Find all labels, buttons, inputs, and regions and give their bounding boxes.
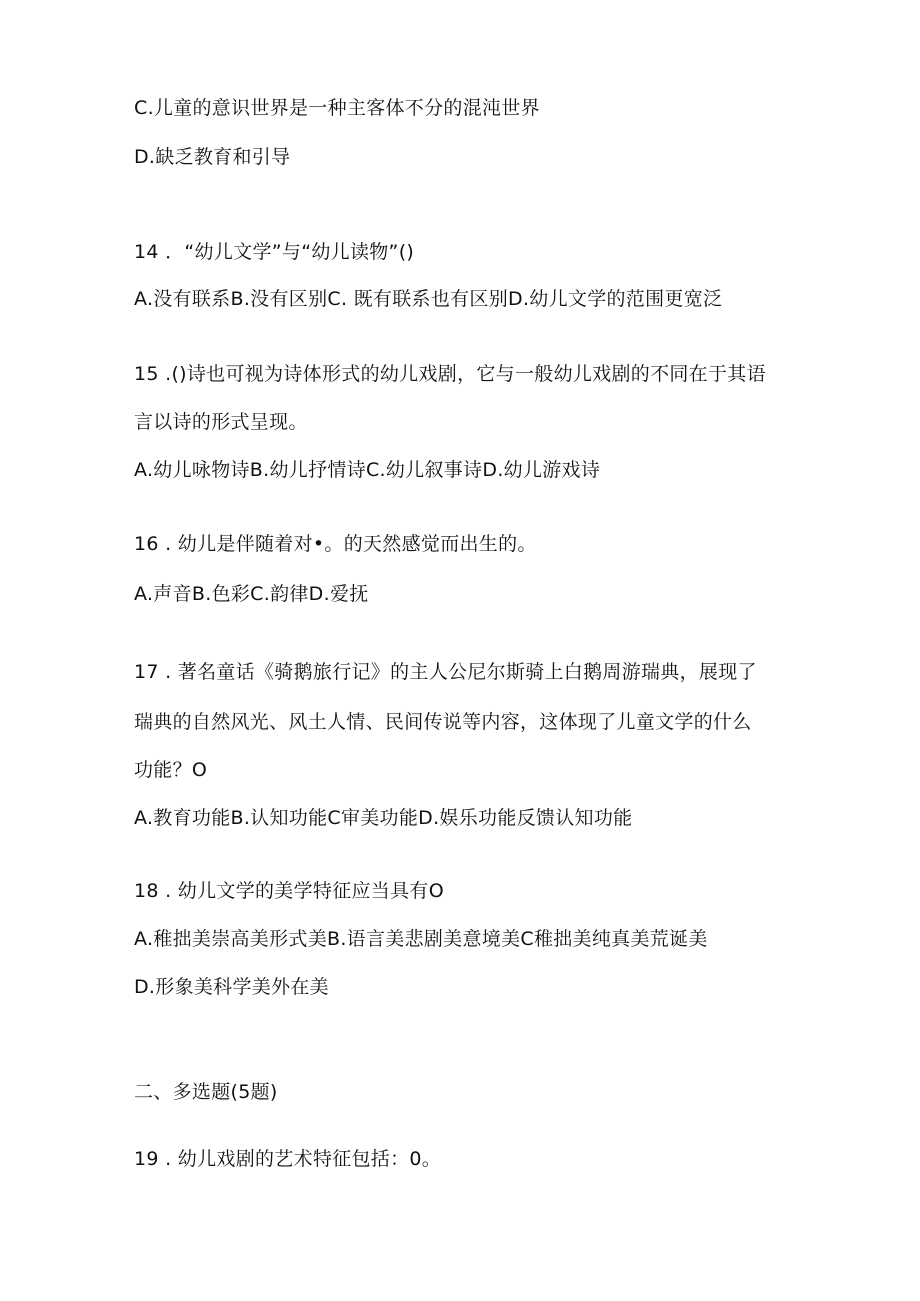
q14-stem: 14 ．“幼儿文学”与“幼儿读物”() xyxy=(134,241,415,263)
q16-options: A.声音B.色彩C.韵律D.爱抚 xyxy=(134,583,369,605)
q17-stem-line-3: 功能？O xyxy=(134,759,208,781)
q17-stem-line-1: 17 . 著名童话《骑鹅旅行记》的主人公尼尔斯骑上白鹅周游瑞典，展现了 xyxy=(134,661,757,683)
section-heading: 二、多选题(5题) xyxy=(134,1081,278,1103)
q17-options: A.教育功能B.认知功能C审美功能D.娱乐功能反馈认知功能 xyxy=(134,807,633,829)
q19-stem: 19 . 幼儿戏剧的艺术特征包括：0。 xyxy=(134,1148,442,1170)
q18-stem: 18 . 幼儿文学的美学特征应当具有O xyxy=(134,880,444,902)
q15-options: A.幼儿咏物诗B.幼儿抒情诗C.幼儿叙事诗D.幼儿游戏诗 xyxy=(134,459,601,481)
q14-options: A.没有联系B.没有区别C. 既有联系也有区别D.幼儿文学的范围更宽泛 xyxy=(134,288,723,310)
q17-stem-line-2: 瑞典的自然风光、风土人情、民间传说等内容，这体现了儿童文学的什么 xyxy=(134,711,752,733)
q13-option-d: D.缺乏教育和引导 xyxy=(134,146,291,168)
q16-stem: 16 . 幼儿是伴随着对•。的天然感觉而出生的。 xyxy=(134,533,537,555)
q13-option-c: C.儿童的意识世界是一种主客体不分的混沌世界 xyxy=(134,97,540,119)
q18-options-line-2: D.形象美科学美外在美 xyxy=(134,976,329,998)
q15-stem-line-2: 言以诗的形式呈现。 xyxy=(134,411,308,433)
q15-stem-line-1: 15 .()诗也可视为诗体形式的幼儿戏剧，它与一般幼儿戏剧的不同在于其语 xyxy=(134,363,766,385)
q18-options-line-1: A.稚拙美崇高美形式美B.语言美悲剧美意境美C稚拙美纯真美荒诞美 xyxy=(134,928,708,950)
